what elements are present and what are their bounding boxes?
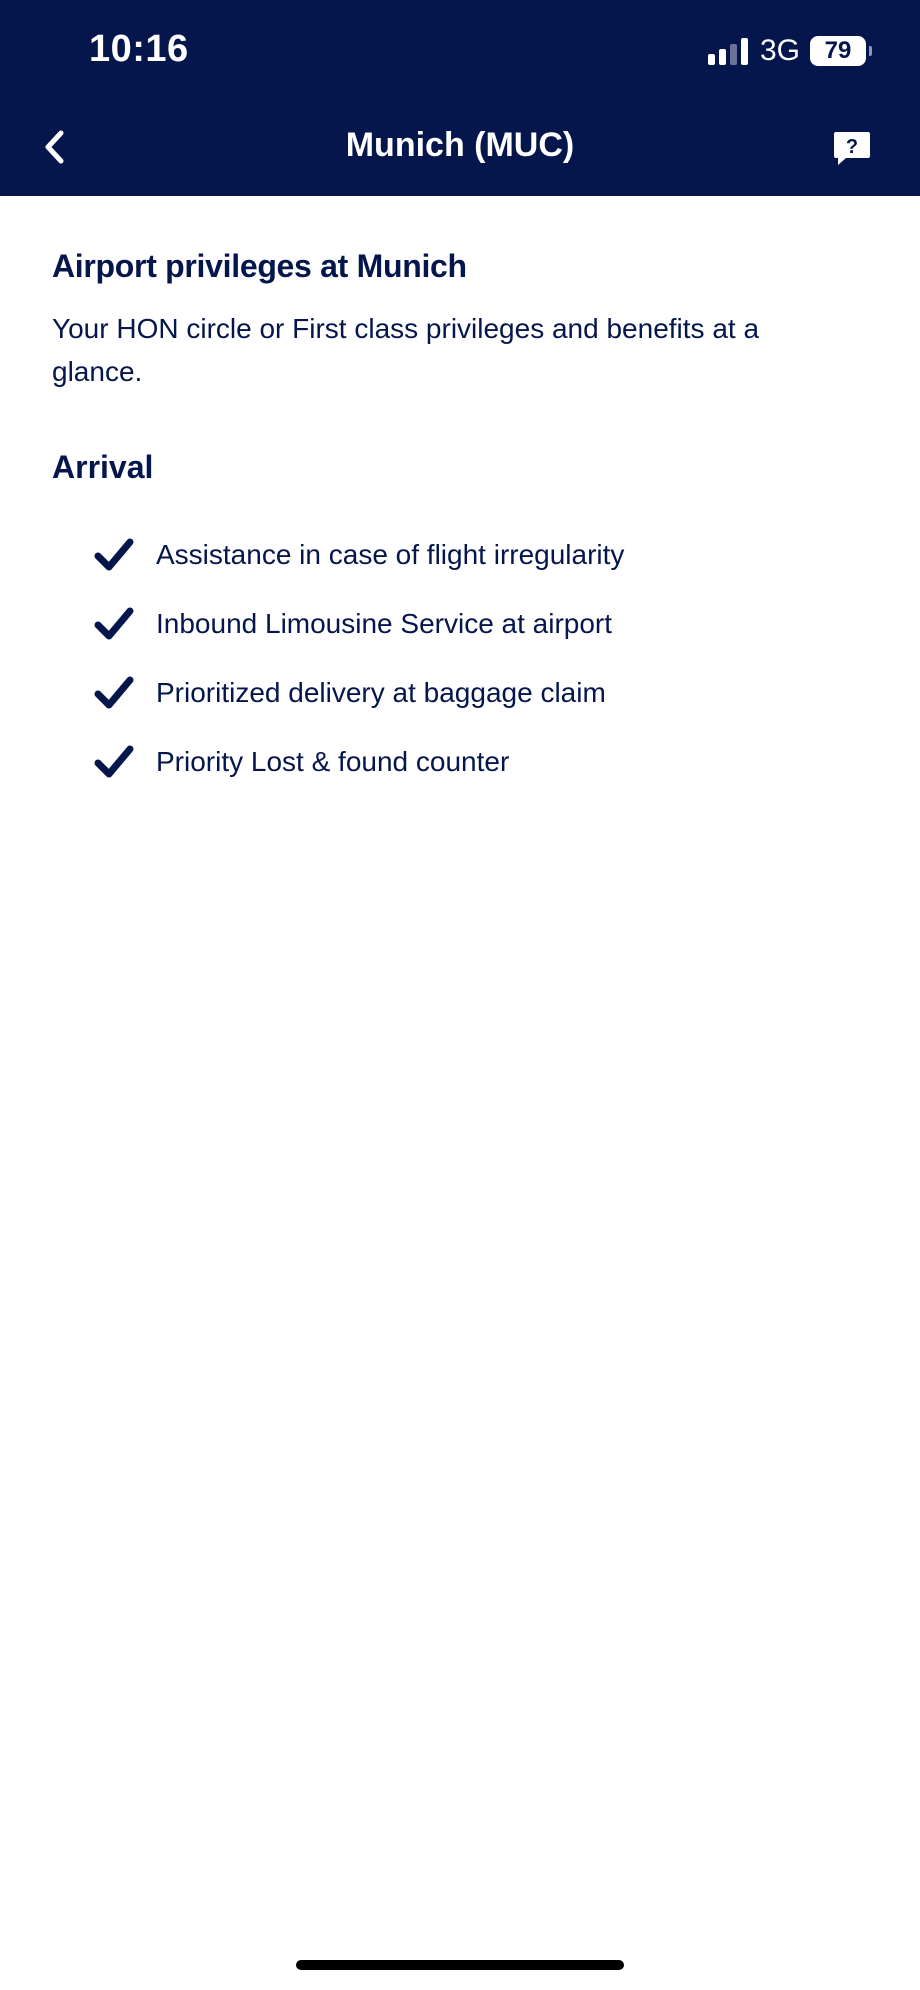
list-item-label: Inbound Limousine Service at airport bbox=[156, 607, 613, 639]
list-item-label: Priority Lost & found counter bbox=[156, 745, 510, 777]
checkmark-icon bbox=[94, 742, 134, 782]
list-item-label: Prioritized delivery at baggage claim bbox=[156, 676, 606, 708]
battery-icon bbox=[810, 36, 866, 66]
main-content bbox=[52, 196, 872, 796]
section-title-arrival: Arrival bbox=[52, 449, 154, 485]
checkmark-icon bbox=[94, 673, 134, 713]
help-chat-icon bbox=[832, 128, 872, 168]
intro-text: Your HON circle or First class privileges and benefits at a glance. bbox=[52, 313, 760, 387]
status-time: 10:16 bbox=[89, 28, 189, 70]
list-item bbox=[94, 727, 872, 796]
svg-text:?: ? bbox=[845, 136, 859, 158]
page-title: Airport privileges at Munich bbox=[52, 248, 467, 284]
list-item bbox=[94, 520, 872, 589]
status-indicators bbox=[708, 34, 866, 68]
signal-icon bbox=[708, 37, 748, 65]
help-button[interactable] bbox=[832, 128, 872, 168]
checkmark-icon bbox=[94, 535, 134, 575]
page-header-title: Munich (MUC) bbox=[345, 126, 575, 164]
list-item bbox=[94, 589, 872, 658]
home-indicator[interactable] bbox=[296, 1960, 624, 1970]
header bbox=[0, 0, 920, 196]
network-type: 3G bbox=[759, 34, 800, 67]
privileges-list bbox=[94, 520, 872, 796]
checkmark-icon bbox=[94, 604, 134, 644]
list-item-label: Assistance in case of flight irregularity bbox=[156, 538, 625, 570]
battery-level: 79 bbox=[824, 37, 852, 64]
list-item bbox=[94, 658, 872, 727]
